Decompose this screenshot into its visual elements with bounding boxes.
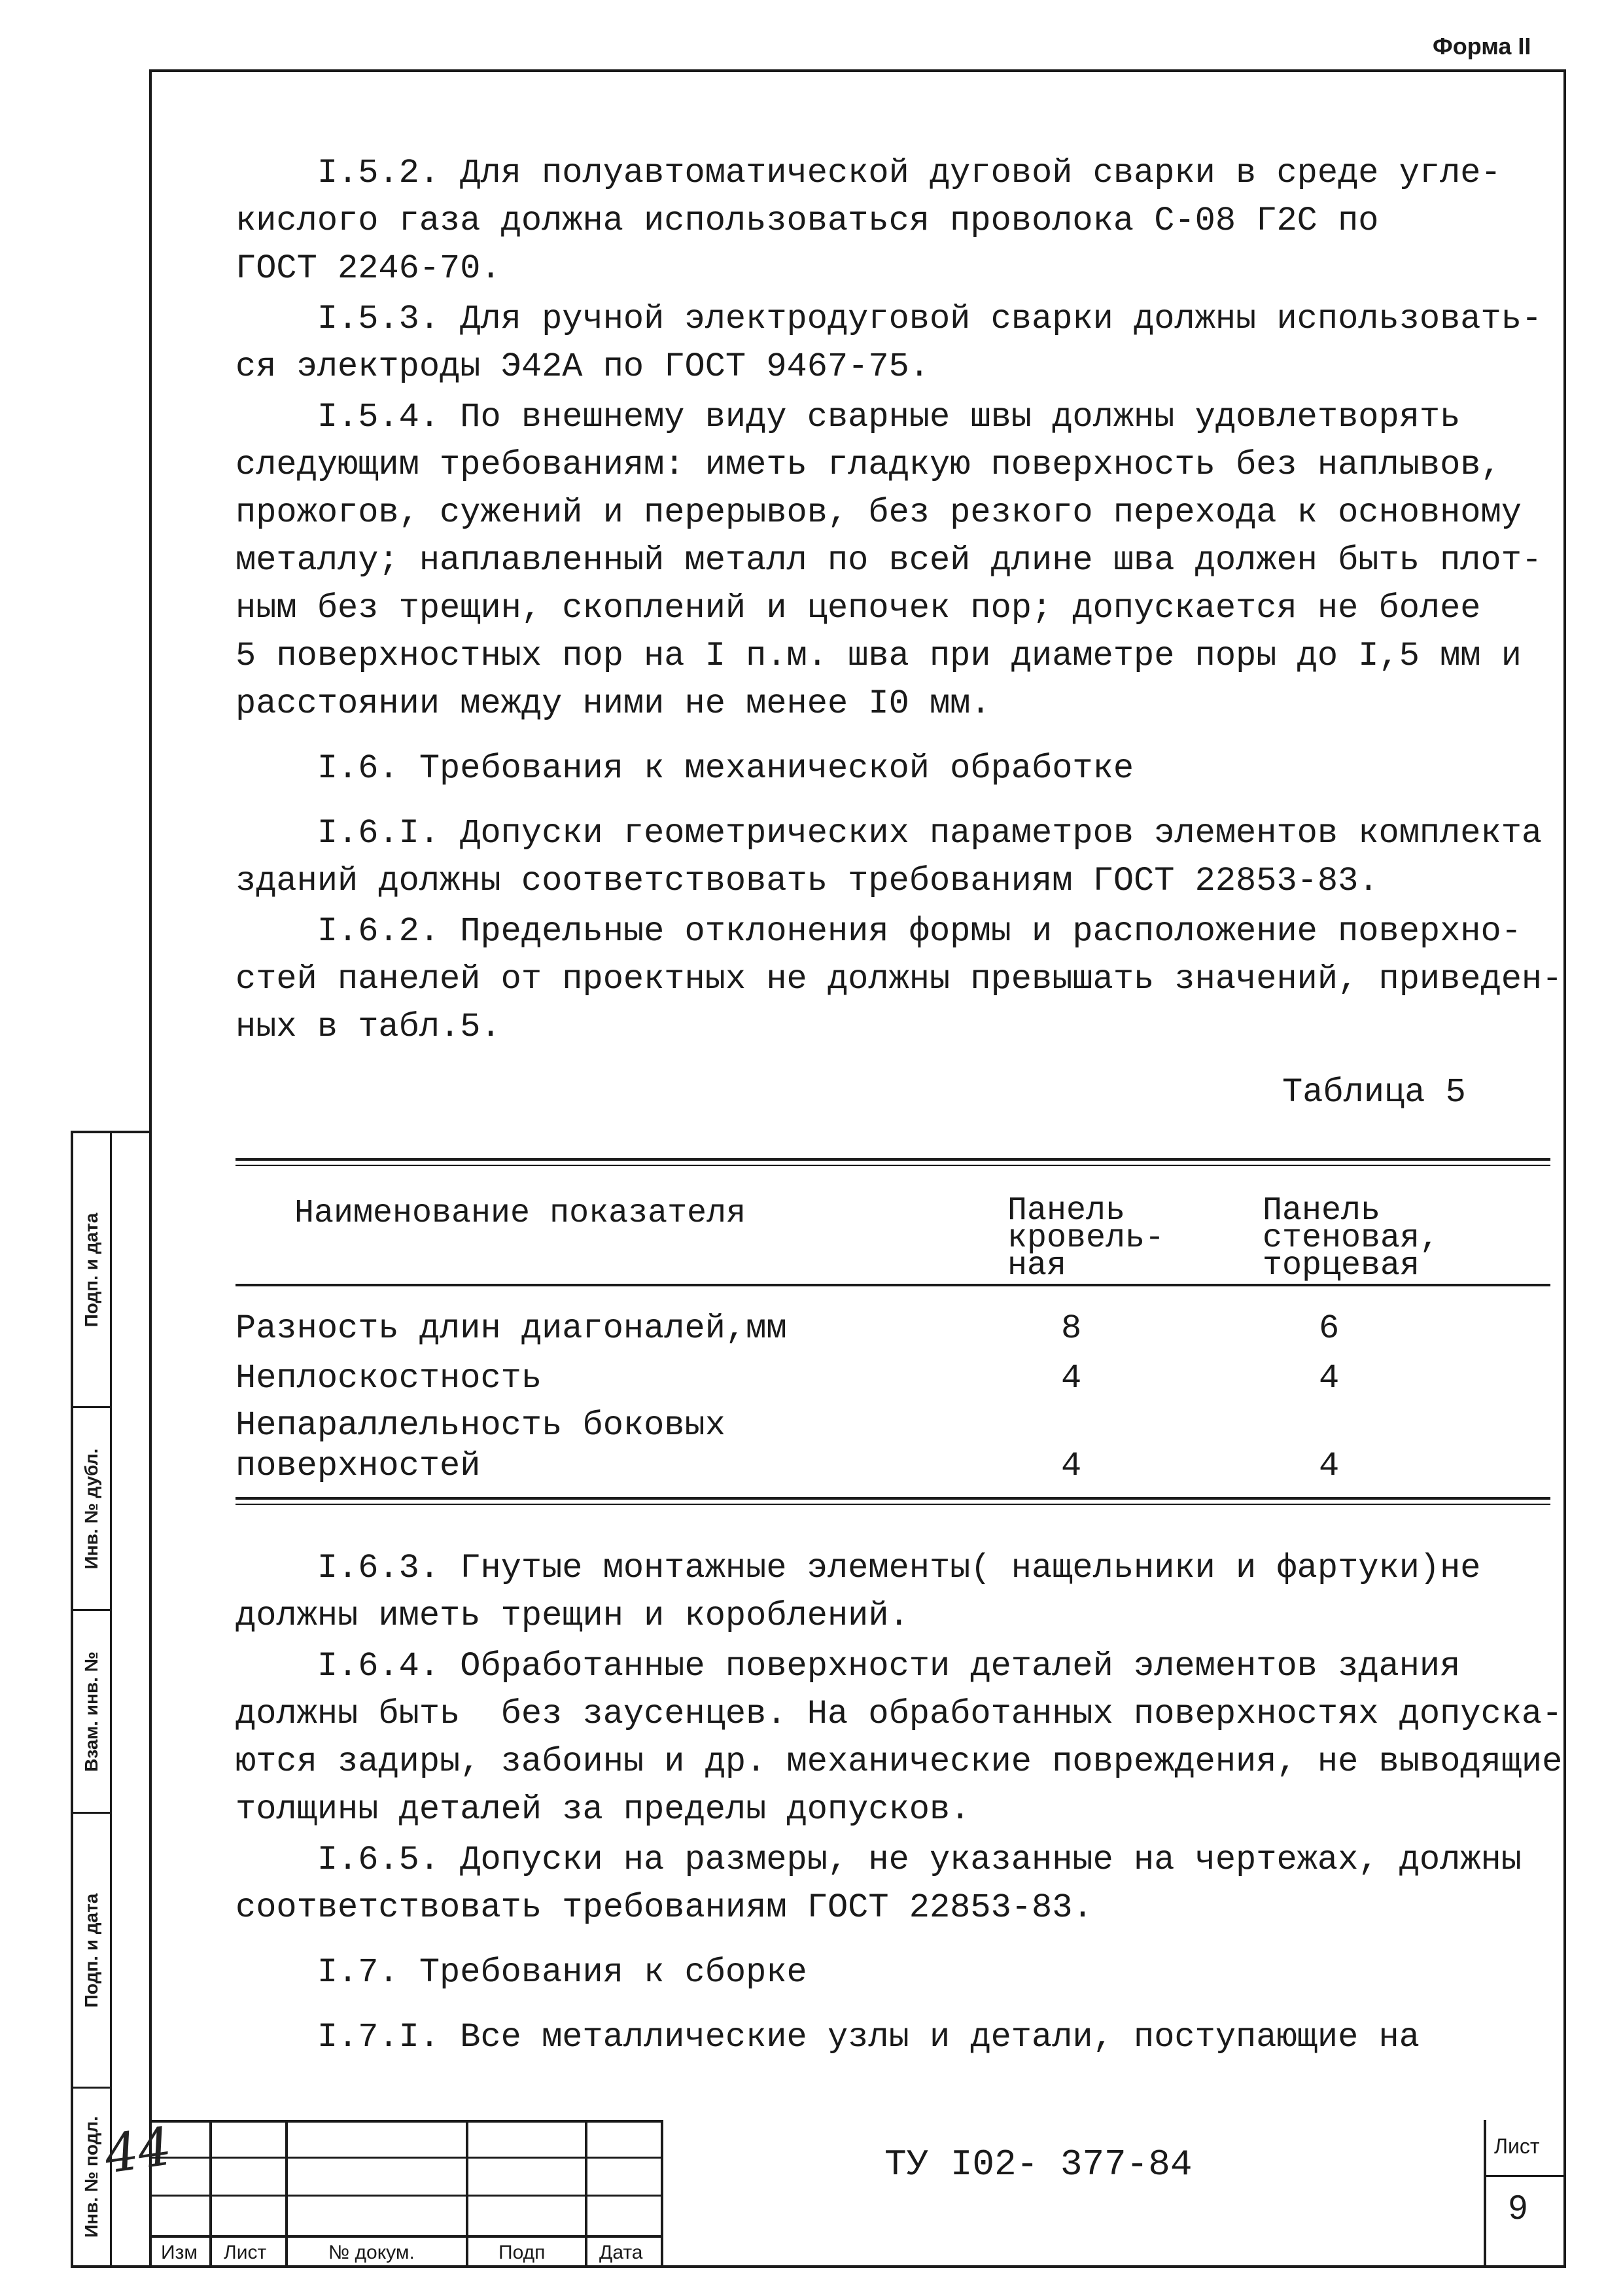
side-strip-divider <box>110 1133 112 2265</box>
header-indicator-name: Наименование показателя <box>294 1195 746 1232</box>
table-caption: Таблица 5 <box>1282 1073 1466 1112</box>
grid-line <box>285 2120 288 2265</box>
side-label: Инв. № дубл. <box>81 1448 101 1569</box>
row-name: Разность длин диагоналей,мм <box>236 1309 787 1348</box>
table-5 <box>236 1158 1550 1505</box>
table-top-rule <box>236 1158 1550 1166</box>
grid-line <box>585 2120 587 2265</box>
side-strip <box>71 1131 149 2268</box>
side-cell-signature-date-2 <box>73 1814 110 2089</box>
paragraph-1-6-2: I.6.2. Предельные отклонения формы и расположение поверхно- стей панелей от проектных не должны превышать значений, приведен- ных в табл.5. <box>236 912 1563 1046</box>
paragraph-1-5-2: I.5.2. Для полуавтоматической дуговой сварки в среде угле- кислого газа должна использоваться проволока С-08 Г2С по ГОСТ 2246-70. <box>236 154 1501 288</box>
row-value-roof: 4 <box>1061 1447 1082 1485</box>
side-label: Подп. и дата <box>81 1212 101 1327</box>
row-value-roof: 8 <box>1061 1309 1082 1348</box>
title-block <box>152 2120 1563 2265</box>
side-cell-duplicate-inv <box>73 1408 110 1611</box>
table-row <box>236 1358 1550 1405</box>
row-value-wall: 4 <box>1319 1359 1340 1398</box>
side-cell-signature-date-1 <box>73 1133 110 1408</box>
header-wall-panel: Панель стеновая, торцевая <box>1263 1192 1440 1284</box>
side-label: Взам. инв. № <box>81 1651 101 1772</box>
paragraph-1-5-3: I.5.3. Для ручной электродуговой сварки должны использовать- ся электроды Э42А по ГОСТ 9467-75. <box>236 300 1543 386</box>
col-label-date: Дата <box>599 2242 643 2263</box>
body-text-top <box>236 149 1563 1051</box>
table-row <box>236 1309 1550 1358</box>
grid-line <box>661 2120 663 2265</box>
paragraph-1-6-5: I.6.5. Допуски на размеры, не указанные на чертежах, должны соответствовать требованиям ГОСТ 22853-83. <box>236 1841 1522 1927</box>
grid-line <box>466 2120 468 2265</box>
paragraph-1-6-4: I.6.4. Обработанные поверхности деталей элементов здания должны быть без заусенцев. На обработанных поверхностях допуска- ются задиры, забоины и др. механические повреждения, не выводящие толщины деталей за пределы допусков. <box>236 1647 1563 1829</box>
row-name: Неплоскостность <box>236 1359 542 1398</box>
handwritten-number: 44 <box>101 2115 175 2185</box>
row-value-roof: 4 <box>1061 1359 1082 1398</box>
col-label-doc-number: № докум. <box>328 2242 415 2263</box>
document-designation: ТУ I02- 377-84 <box>884 2144 1193 2185</box>
sheet-label: Лист <box>1494 2134 1540 2158</box>
paragraph-1-7-1: I.7.I. Все металлические узлы и детали, поступающие на <box>236 2018 1420 2057</box>
row-value-wall: 6 <box>1319 1309 1340 1348</box>
row-value-wall: 4 <box>1319 1447 1340 1485</box>
col-label-change: Изм <box>161 2242 198 2263</box>
col-label-sheet: Лист <box>224 2242 267 2263</box>
sheet-number: 9 <box>1509 2189 1527 2227</box>
sheet-box <box>1484 2120 1563 2265</box>
body-text-bottom <box>236 1544 1563 2061</box>
table-bottom-rule <box>236 1497 1550 1505</box>
paragraph-1-5-4: I.5.4. По внешнему виду сварные швы должны удовлетворять следующим требованиям: иметь гладкую поверхность без наплывов, прожогов, сужений и перерывов, без резкого перехода к основному металлу; наплавленный металл по всей длине шва должен быть плот- ным без трещин, скоплений и цепочек пор; допускается не более 5 поверхностных пор на I п.м. шва при диаметре поры до I,5 мм и расстоянии между ними не менее I0 мм. <box>236 398 1543 723</box>
row-name: Непараллельность боковых поверхностей <box>236 1406 725 1485</box>
sheet-divider <box>1486 2175 1563 2177</box>
table-header <box>236 1166 1550 1284</box>
side-label: Подп. и дата <box>81 1893 101 2007</box>
grid-line <box>209 2120 212 2265</box>
side-label: Инв. № подл. <box>81 2116 101 2238</box>
paragraph-1-6-1: I.6.I. Допуски геометрических параметров элементов комплекта зданий должны соответствовать требованиям ГОСТ 22853-83. <box>236 814 1543 900</box>
col-label-signature: Подп <box>498 2242 546 2263</box>
section-heading-1-6: I.6. Требования к механической обработке <box>236 749 1134 788</box>
table-row <box>236 1405 1550 1497</box>
side-cell-replacement-inv <box>73 1611 110 1814</box>
form-label: Форма II <box>1433 33 1531 60</box>
paragraph-1-6-3: I.6.3. Гнутые монтажные элементы( нащельники и фартуки)не должны иметь трещин и короблений. <box>236 1549 1481 1635</box>
side-cell-original-inv <box>73 2089 110 2265</box>
section-heading-1-7: I.7. Требования к сборке <box>236 1953 807 1992</box>
header-roof-panel: Панель кровель- ная <box>1007 1192 1165 1284</box>
revision-grid <box>152 2120 662 2265</box>
